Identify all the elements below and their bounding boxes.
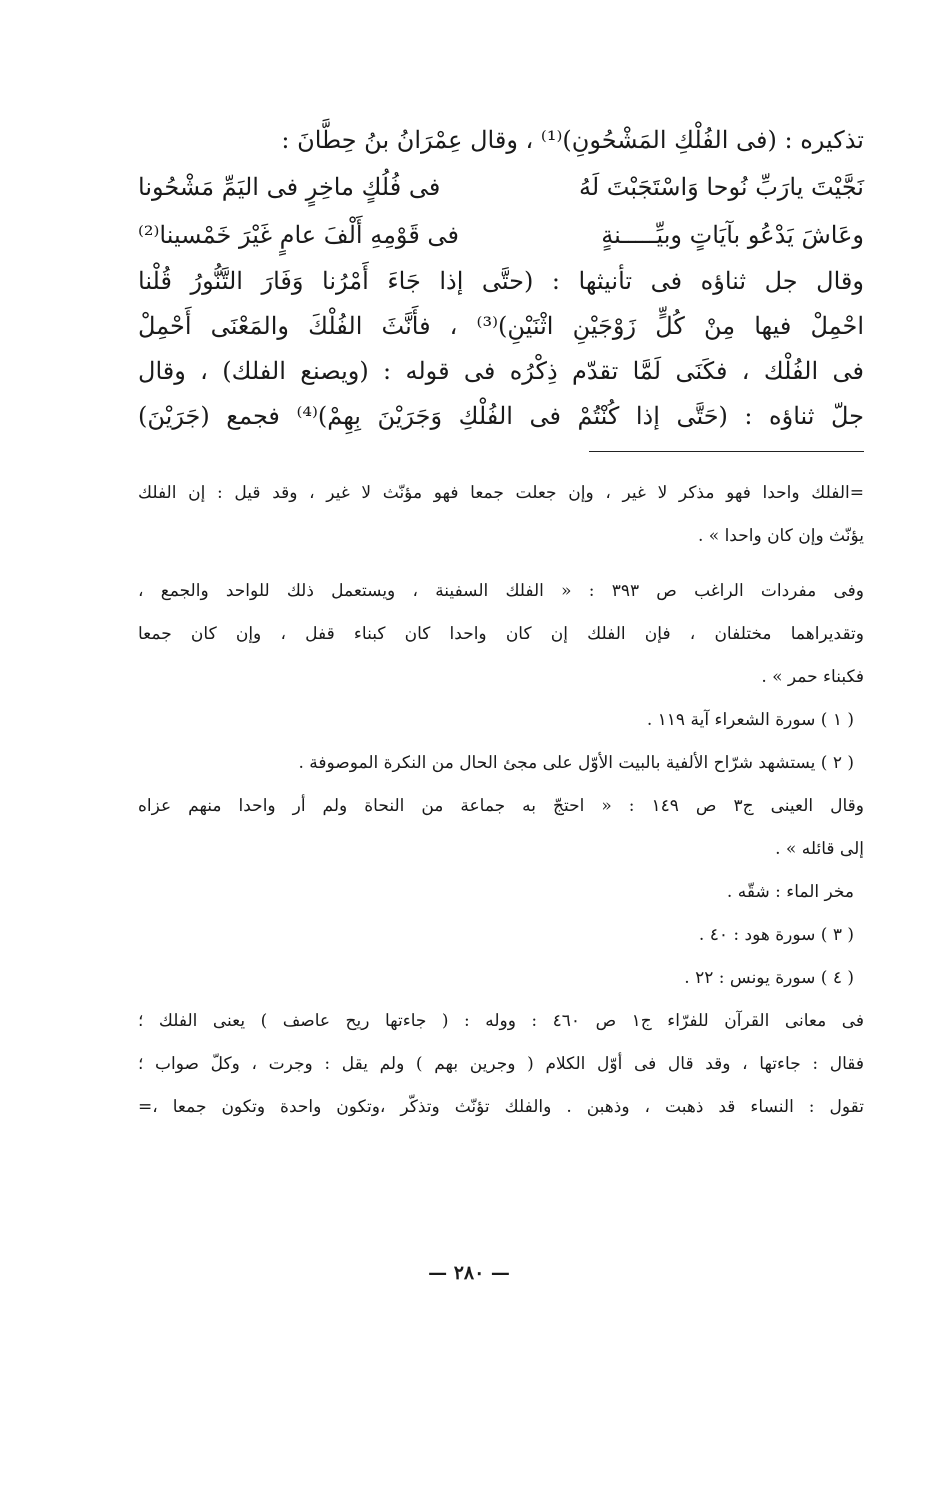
footnotes	[138, 472, 864, 1129]
footnote-line: وقال العينى ج٣ ص ١٤٩ : « احتجّ به جماعة من النحاة ولم أر واحدا منهم عزاه	[138, 796, 864, 816]
verse-second-hemistich: فى فُلُكٍ ماخِرٍ فى اليَمِّ مَشْحُونا	[138, 173, 441, 201]
footnote-line: مخر الماء : شقّه .	[726, 882, 854, 902]
footnote-line: وفى مفردات الراغب ص ٣٩٣ : « الفلك السفينة ، ويستعمل ذلك للواحد والجمع ،	[138, 581, 864, 601]
poem	[138, 163, 864, 259]
footnote-line: وتقديراهما مختلفان ، فإن الفلك إن كان واحدا كان كبناء قفل ، وإن كان جمعا	[138, 624, 864, 644]
main-line: وقال جل ثناؤه فى تأنيثها : (حتَّى إذا جَاءَ أَمْرُنا وَفَارَ التَّنُّورُ قُلْنا	[138, 267, 864, 295]
footnote-line: فقال : جاءتها ، وقد قال فى أوّل الكلام ( وجرين بهم ) ولم يقل : وجرت ، وكلّ صواب ؛	[138, 1054, 864, 1074]
footnote-line: فى معانى القرآن للفرّاء ج١ ص ٤٦٠ : ووله : ( جاءتها ريح عاصف ) يعنى الفلك ؛	[138, 1011, 864, 1031]
verse-first-hemistich: وعَاشَ يَدْعُو بآيَاتٍ وبيِّـــــنةٍ	[601, 221, 864, 249]
footnote-line: =الفلك واحدا فهو مذكر لا غير ، وإن جعلت جمعا فهو مؤنّث لا غير ، وقد قيل : إن الفلك	[138, 483, 864, 503]
main-line: تذكيره : (فى الفُلْكِ المَشْحُونِ)⁽¹⁾ ، وقال عِمْرَانُ بنُ حِطَّانَ :	[281, 126, 864, 154]
main-line: احْمِلْ فيها مِنْ كُلٍّ زَوْجَيْنِ اثْنَيْنِ)⁽³⁾ ، فأَنَّثَ الفُلْكَ والمَعْنَى أَحْمِلْ	[138, 312, 864, 340]
main-line: جلّ ثناؤه : (حَتَّى إذا كُنْتُمْ فى الفُلْكِ وَجَرَيْنَ بِهِمْ)⁽⁴⁾ فجمع (جَرَيْنَ)	[138, 402, 864, 430]
poem-verse	[138, 163, 864, 211]
poem-verse	[138, 211, 864, 259]
footnote-line: ( ٤ ) سورة يونس : ٢٢ .	[684, 968, 854, 988]
main-line: فى الفُلْك ، فكَنَى لَمَّا تقدّم ذِكْرُه فى قوله : (ويصنع الفلك) ، وقال	[138, 357, 864, 385]
footnote-line: فكبناء حمر » .	[761, 667, 864, 687]
verse-first-hemistich: نَجَّيْتَ يارَبِّ نُوحا وَاسْتَجَبْتَ لَهُ	[579, 173, 864, 201]
footnote-line: يؤنّث وإن كان واحدا » .	[697, 526, 864, 546]
footnote-line: إلى قائله » .	[775, 839, 864, 859]
footnote-line: ( ٢ ) يستشهد شرّاح الألفية بالبيت الأوّل على مجئ الحال من النكرة الموصوفة .	[298, 753, 854, 773]
footnote-separator	[589, 451, 864, 452]
footnote-line: تقول : النساء قد ذهبت ، وذهبن . والفلك تؤنّث وتذكّر ،وتكون واحدة وتكون جمعا ،=	[138, 1097, 864, 1117]
main-text	[138, 118, 864, 439]
page-number: — ٢٨٠ —	[428, 1262, 510, 1284]
footnote-line: ( ٣ ) سورة هود : ٤٠ .	[698, 925, 854, 945]
verse-second-hemistich: فى قَوْمِهِ أَلْفَ عامٍ غَيْرَ خَمْسينا⁽²⁾	[138, 221, 459, 249]
footnote-line: ( ١ ) سورة الشعراء آية ١١٩ .	[646, 710, 854, 730]
page-body	[138, 118, 864, 1129]
